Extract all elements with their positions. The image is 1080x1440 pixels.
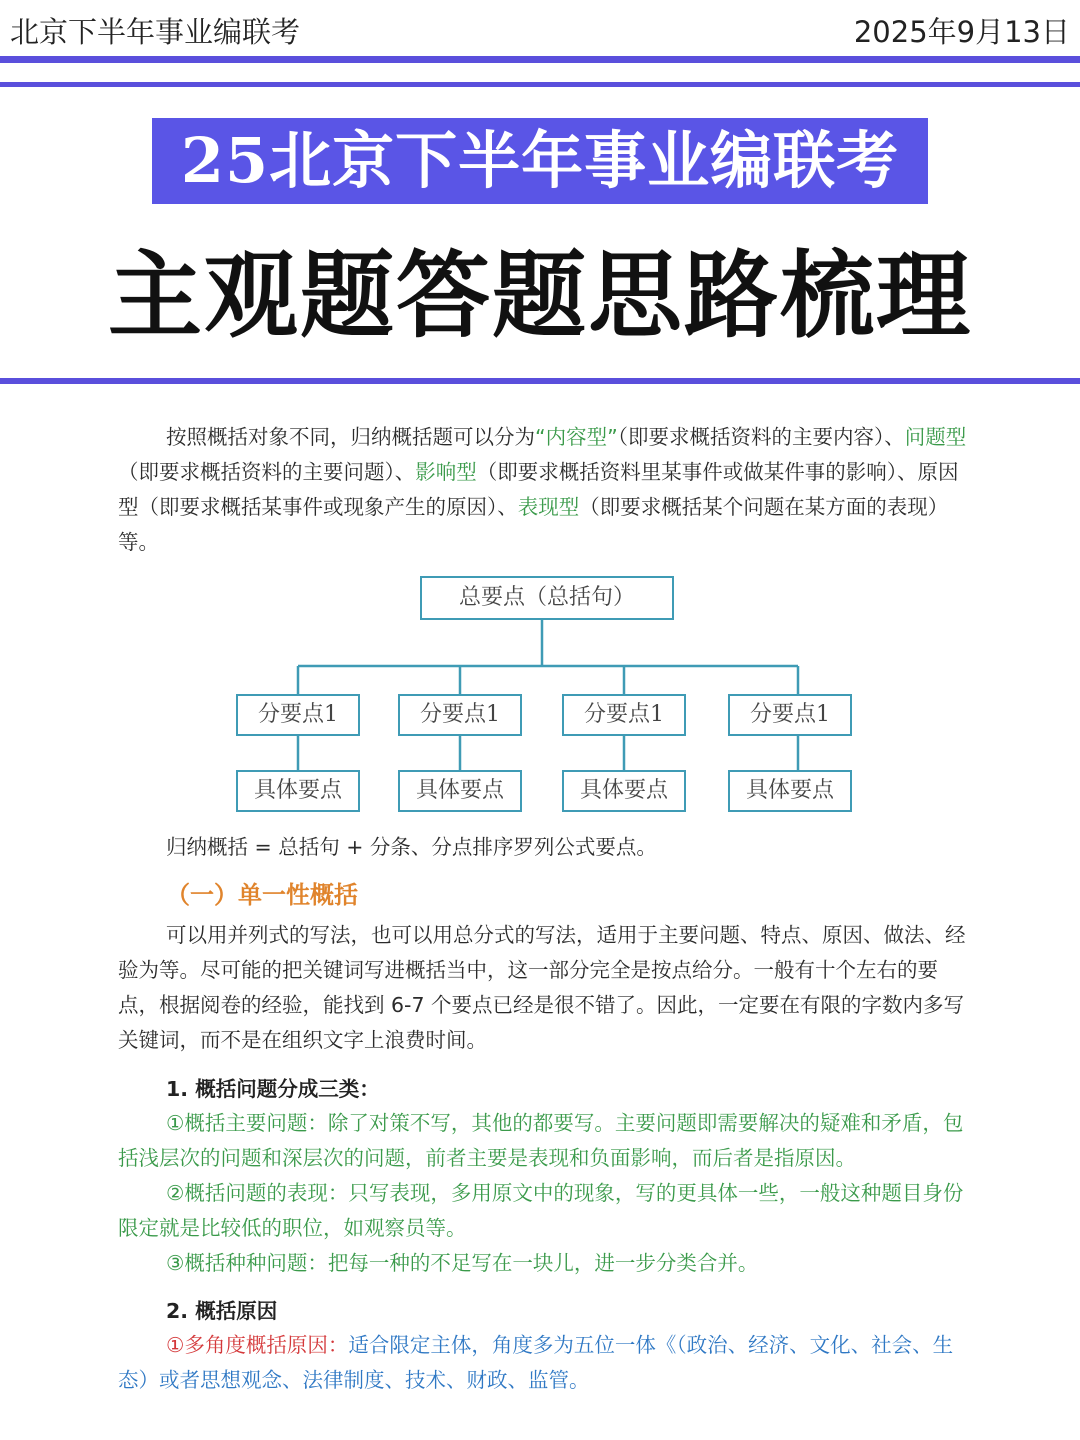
cause-item-multi-angle [118,1328,974,1398]
cause-item-body: 适合限定主体，角度多为五位一体《（政治、经济、文化、社会、生态）或者思想观念、法律制度、技术、财政、监管。 [118,1333,954,1392]
problem-item-expression: ②概括问题的表现：只写表现，多用原文中的现象，写的更具体一些，一般这种题目身份限定就是比较低的职位，如观察员等。 [118,1181,964,1240]
subheading-causes: 2. 概括原因 [166,1299,278,1323]
intro-text-3: （即要求概括资料的主要问题）、 [118,460,416,484]
intro-paragraph [118,420,974,560]
banner-title: 25北京下半年事业编联考 [152,118,928,204]
diagram-detail-2: 具体要点 [398,770,522,812]
diagram-branch-3: 分要点1 [562,694,686,736]
subheading-problem-types: 1. 概括问题分成三类： [166,1077,380,1101]
top-header [0,0,1080,58]
type-problem: 问题型 [904,425,967,449]
section-heading-single: （一）单一性概括 [166,881,358,909]
title-divider [0,378,1080,384]
type-impact: 影响型 [415,460,477,484]
summary-tree-diagram [118,568,974,824]
section-single-text: 可以用并列式的写法，也可以用总分式的写法，适用于主要问题、特点、原因、做法、经验为等。尽可能的把关键词写进概括当中，这一部分完全是按点给分。一般有十个左右的要点，根据阅卷的经验，能找到 6-7 个要点已经是很不错了。因此，一定要在有限的字数内多写关键词，而不是在组织文字上浪费时间。 [118,923,966,1052]
problem-types-list [118,1106,974,1281]
intro-text-4: （即要求概括资料里某事件或做某件事的影响）、原因型（即要求概括某事件或现象产生的原因）、 [118,460,959,519]
header-title: 北京下半年事业编联考 [10,15,301,49]
type-content: “内容型” [535,425,618,449]
diagram-branch-4: 分要点1 [728,694,852,736]
section-divider [0,82,1080,87]
problem-item-various: ③概括种种问题：把每一种的不足写在一块儿，进一步分类合并。 [166,1251,759,1275]
header-date: 2025年9月13日 [853,15,1070,49]
diagram-detail-4: 具体要点 [728,770,852,812]
cause-item-label: ①多角度概括原因： [166,1333,349,1357]
diagram-branch-1: 分要点1 [236,694,360,736]
header-divider [0,56,1080,63]
type-expression: 表现型 [517,495,580,519]
diagram-root-box: 总要点（总括句） [420,576,674,620]
formula-line: 归纳概括 = 总括句 + 分条、分点排序罗列公式要点。 [166,835,657,859]
diagram-detail-1: 具体要点 [236,770,360,812]
section-single-body [118,918,974,1058]
intro-text-1: 按照概括对象不同，归纳概括题可以分为 [166,425,535,449]
intro-text-5: （即要求概括某个问题在某方面的表现）等。 [118,495,949,554]
causes-list [118,1328,974,1398]
problem-item-main: ①概括主要问题：除了对策不写，其他的都要写。主要问题即需要解决的疑难和矛盾，包括浅层次的问题和深层次的问题，前者主要是表现和负面影响，而后者是指原因。 [118,1111,964,1170]
page-title: 主观题答题思路梳理 [107,241,972,351]
diagram-detail-3: 具体要点 [562,770,686,812]
intro-text-2: （即要求概括资料的主要内容）、 [617,425,905,449]
diagram-branch-2: 分要点1 [398,694,522,736]
